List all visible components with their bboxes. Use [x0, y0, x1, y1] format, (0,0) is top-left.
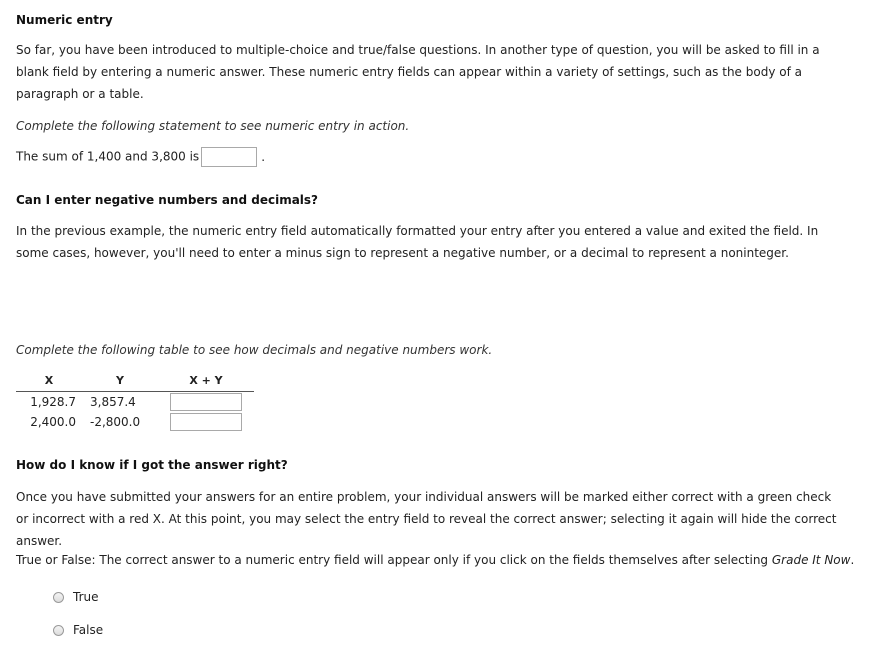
question-suffix: . — [850, 553, 855, 567]
cell-answer — [158, 392, 254, 413]
cell-y: -2,800.0 — [90, 415, 141, 429]
option-true-label: True — [73, 590, 99, 604]
example1-statement — [16, 147, 265, 167]
row2-answer-field[interactable] — [170, 413, 242, 431]
negatives-paragraph: In the previous example, the numeric entry field automatically formatted your entry after you entered a value and exited the field. In some cases, however, you'll need to enter a minus sign to represent a negative number, or a decimal to represent a noninteger. — [16, 224, 819, 260]
answer-right-paragraph: Once you have submitted your answers for an entire problem, your individual answers will be marked either correct with a green check or incorrect with a red X. At this point, you may select the entry field to reveal the correct answer; selecting it again will hide the correct answer. — [16, 490, 837, 548]
question-prefix: True or False: The correct answer to a numeric entry field will appear only if you click on the fields themselves after selecting — [16, 553, 772, 567]
cell-y: 3,857.4 — [90, 395, 136, 409]
row1-answer-field[interactable] — [170, 393, 242, 411]
intro-paragraph: So far, you have been introduced to multiple-choice and true/false questions. In another type of question, you will be asked to fill in a blank field by entering a numeric answer. These numeric entry fields can appear within a variety of settings, such as the body of a paragraph or a table. — [16, 43, 820, 101]
radio-false-button[interactable] — [53, 625, 64, 636]
table-header-row — [16, 372, 254, 392]
option-false-label: False — [73, 623, 104, 637]
example2-instruction: Complete the following table to see how decimals and negative numbers work. — [16, 343, 493, 357]
numeric-entry-table — [16, 372, 254, 432]
option-false[interactable] — [53, 623, 103, 637]
question-text — [16, 553, 854, 567]
negatives-heading: Can I enter negative numbers and decimals? — [16, 193, 319, 207]
table-row — [16, 412, 254, 432]
cell-x: 1,928.7 — [30, 395, 76, 409]
statement-suffix: . — [261, 149, 266, 164]
statement-prefix: The sum of 1,400 and 3,800 is — [16, 149, 200, 164]
cell-x: 2,400.0 — [30, 415, 76, 429]
table-row — [16, 392, 254, 413]
header-x: X — [16, 372, 82, 392]
answer-right-heading: How do I know if I got the answer right? — [16, 458, 288, 472]
question-emphasis: Grade It Now — [771, 553, 851, 567]
sum-answer-field[interactable] — [201, 147, 257, 167]
option-true[interactable] — [53, 590, 99, 604]
example1-instruction: Complete the following statement to see numeric entry in action. — [16, 119, 410, 133]
header-sum: X + Y — [158, 372, 254, 392]
cell-answer — [158, 412, 254, 432]
page-title: Numeric entry — [16, 13, 113, 27]
header-y: Y — [82, 372, 158, 392]
radio-true-button[interactable] — [53, 592, 64, 603]
